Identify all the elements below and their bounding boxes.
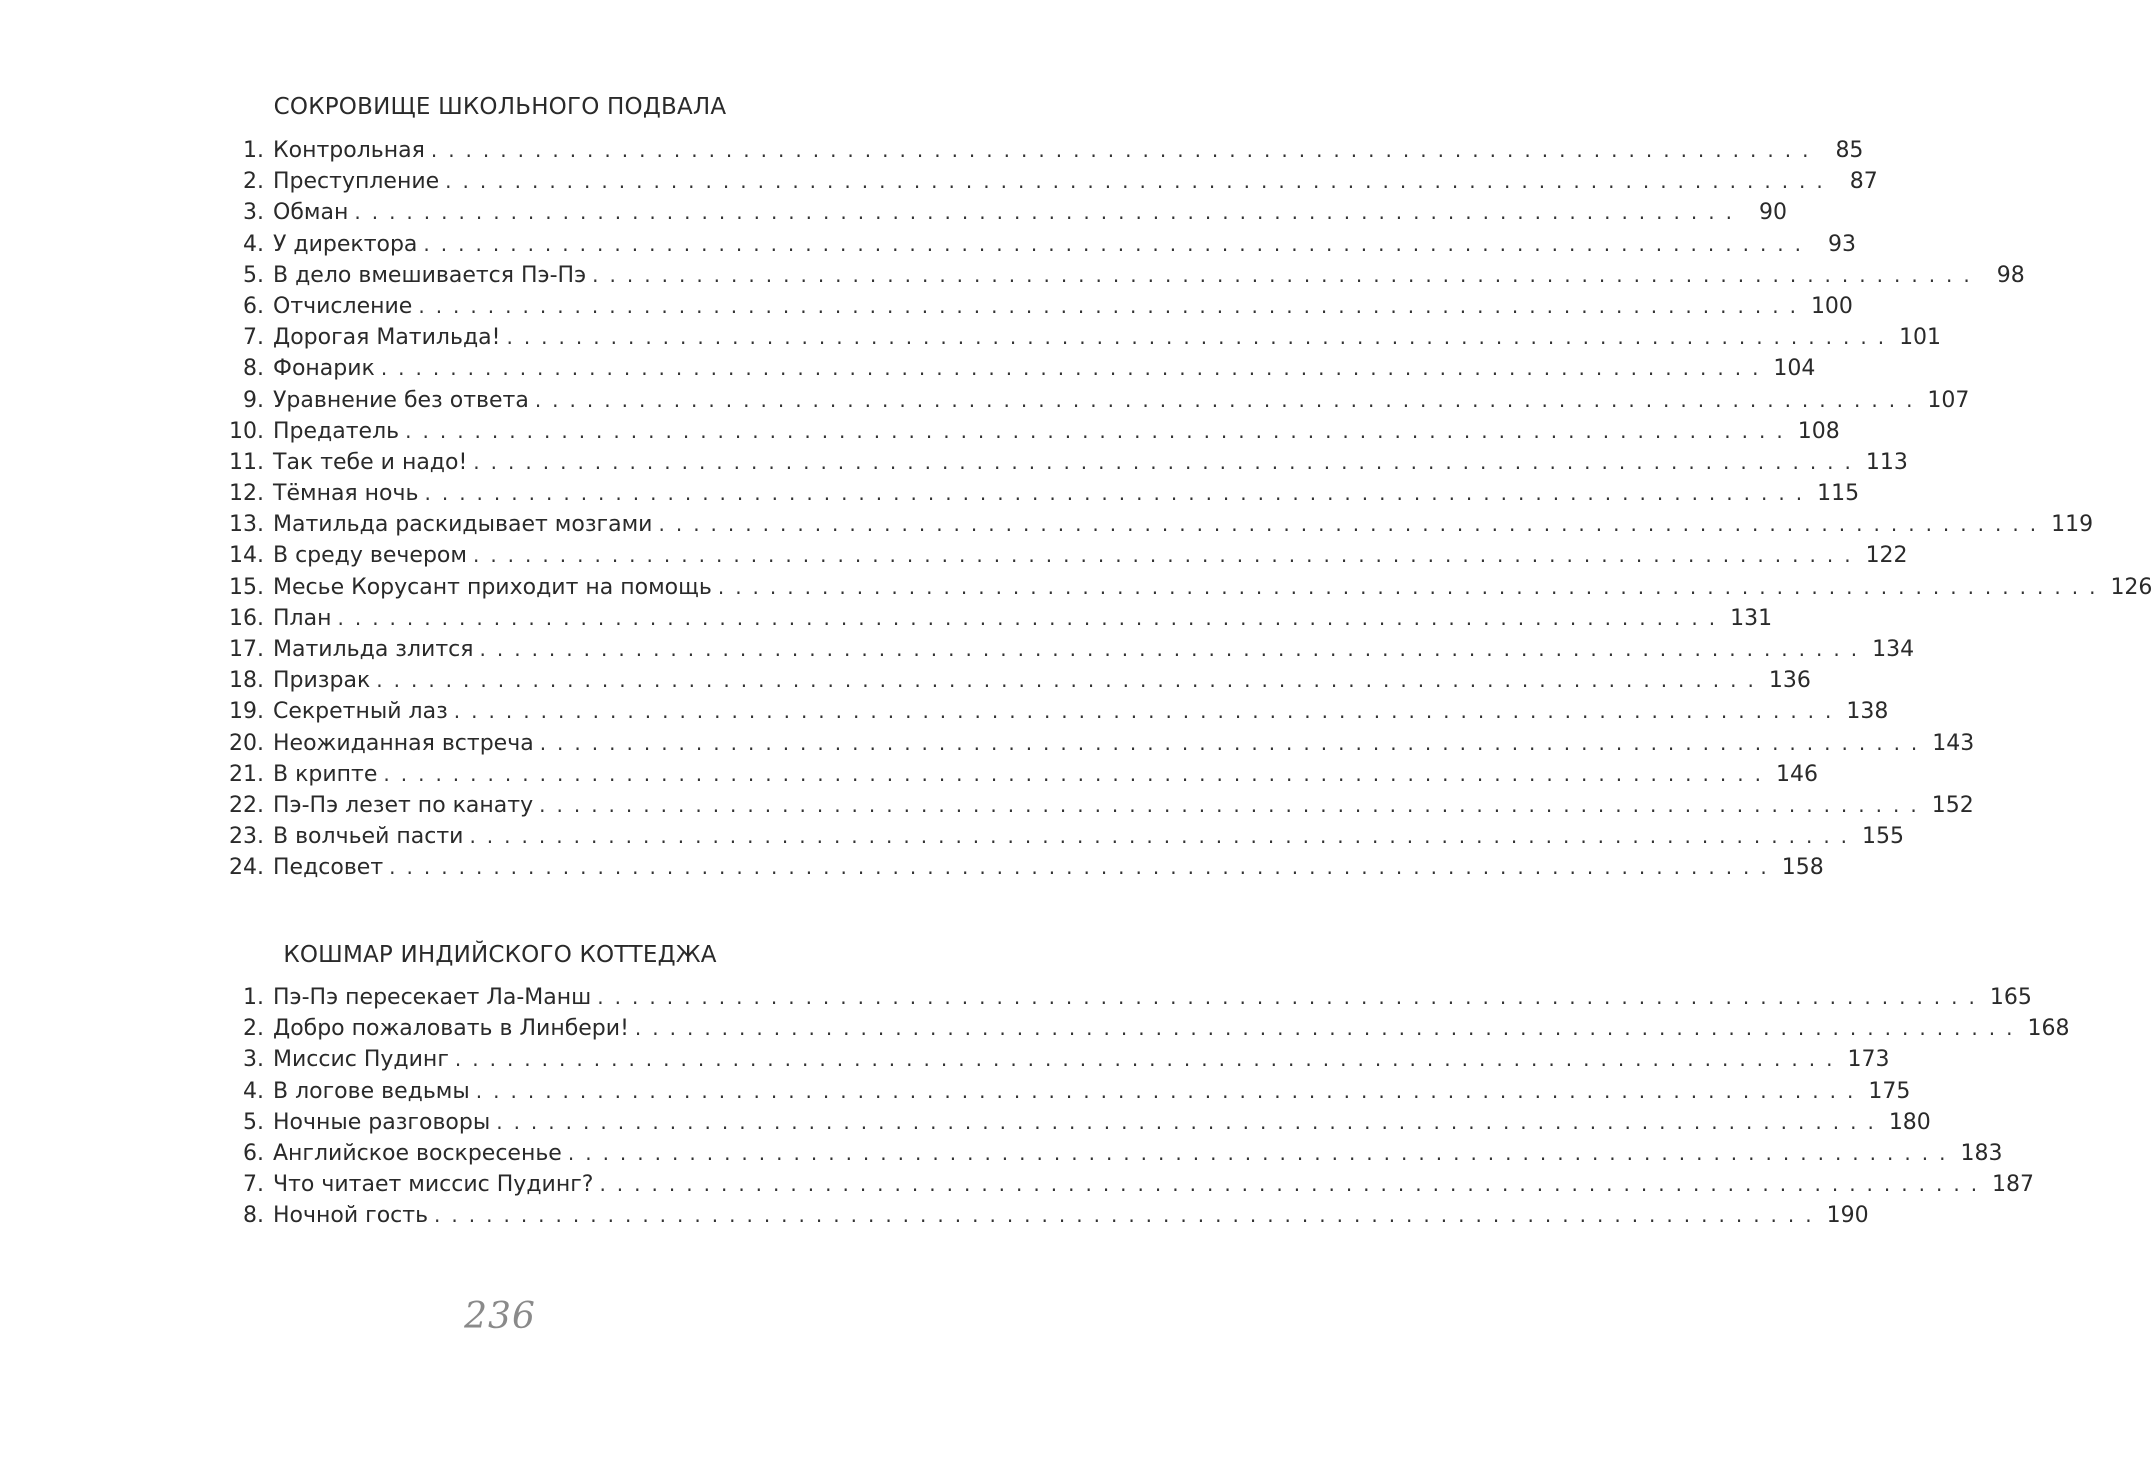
dot-leader: ................................................................................ [337,605,1727,630]
toc-entry [220,637,1915,668]
dot-leader: ................................................................................ [496,1109,1885,1134]
toc-entry-number: 16. [229,605,264,631]
dot-leader: ................................................................................ [473,449,1862,474]
toc-entry-page: 122 [1862,543,1908,568]
toc-entry-page: 165 [1986,985,2032,1010]
toc-entry [220,169,1878,200]
toc-entry-title: Добро пожаловать в Линбери! [264,1016,635,1041]
toc-entry-title: Матильда злится [264,637,480,662]
dot-leader: ................................................................................ [469,824,1859,849]
toc-entry-number: 8. [243,1203,264,1229]
toc-entry [220,512,2094,543]
toc-entry-page: 100 [1807,294,1853,319]
toc-entry [220,200,1787,231]
toc-entry-number: 3. [243,1047,264,1073]
toc-entry-number: 19. [229,699,264,725]
section-title-indian-cottage: КОШМАР ИНДИЙСКОГО КОТТЕДЖА [283,942,717,968]
toc-entry-number: 4. [243,231,264,257]
toc-entry-page: 98 [1981,263,2025,288]
dot-leader: ................................................................................ [424,481,1814,506]
toc-entry-title: Уравнение без ответа [264,388,535,413]
toc-entry-number: 2. [243,169,264,195]
toc-entry-title: Месье Корусант приходит на помощь [264,575,718,600]
toc-entry [220,293,1853,325]
toc-entry [220,985,2032,1016]
section-title-school-basement: СОКРОВИЩЕ ШКОЛЬНОГО ПОДВАЛА [273,94,727,120]
toc-entry-number: 13. [229,512,264,538]
toc-entry-page: 158 [1778,855,1824,880]
dot-leader: ................................................................................ [592,262,1981,287]
toc-entry-title: В среду вечером [264,543,473,568]
toc-entry-number: 6. [243,1140,264,1166]
toc-entry-number: 2. [243,1016,264,1042]
toc-entry-title: Предатель [264,419,405,444]
toc-entry-title: В дело вмешивается Пэ-Пэ [264,263,592,288]
toc-entry-page: 180 [1885,1110,1931,1135]
toc-entry-page: 143 [1928,731,1974,756]
toc-entry-page: 138 [1842,699,1888,724]
toc-entry-page: 183 [1956,1141,2002,1166]
toc-entry-number: 11. [229,449,264,475]
dot-leader: ................................................................................ [534,387,1924,412]
dot-leader: ................................................................................ [567,1140,1957,1165]
dot-leader: ................................................................................ [454,1047,1844,1072]
toc-entry-page: 168 [2023,1016,2069,1041]
toc-entry-number: 20. [229,730,264,756]
dot-leader: ................................................................................ [445,169,1834,194]
dot-leader: ................................................................................ [599,1172,1989,1197]
dot-leader: ................................................................................ [383,761,1772,786]
toc-entry-page: 175 [1864,1079,1910,1104]
toc-entry [220,356,1816,387]
toc-entry-title: Фонарик [264,356,381,381]
toc-entry [220,730,1975,762]
toc-entry-number: 21. [229,761,264,787]
toc-entry-page: 90 [1743,200,1787,225]
toc-entry-number: 9. [243,387,264,413]
toc-entry-page: 85 [1819,138,1863,163]
dot-leader: ................................................................................ [453,699,1843,724]
toc-entry-title: Что читает миссис Пудинг? [264,1172,599,1197]
toc-entry [220,824,1905,855]
toc-entry-page: 119 [2047,512,2093,537]
toc-entry-number: 4. [243,1078,264,1104]
toc-entry [220,1078,1911,1110]
toc-entry [220,1203,1869,1234]
toc-entry [220,1016,2070,1047]
toc-entry-title: Обман [264,200,354,225]
toc-entry-title: В логове ведьмы [264,1079,476,1104]
toc-entry-page: 146 [1772,762,1818,787]
dot-leader: ................................................................................ [405,418,1794,443]
toc-entry [220,481,1860,512]
toc-entry [220,699,1889,730]
toc-entry-number: 15. [229,574,264,600]
toc-list-school-basement [220,138,2152,887]
toc-entry [220,855,1824,886]
toc-entry-title: Отчисление [264,294,418,319]
toc-entry-title: Преступление [264,169,445,194]
toc-entry-title: Пэ-Пэ пересекает Ла-Манш [264,985,597,1010]
toc-list-indian-cottage [220,985,2070,1235]
toc-entry [220,668,1811,699]
toc-entry-page: 104 [1769,356,1815,381]
dot-leader: ................................................................................ [475,1078,1865,1103]
toc-entry-page: 93 [1812,232,1856,257]
toc-entry [220,1172,2035,1203]
toc-entry [220,1140,2003,1172]
toc-entry-number: 7. [243,1172,264,1198]
toc-entry-number: 7. [243,325,264,351]
dot-leader: ................................................................................ [539,792,1928,817]
toc-entry-title: Контрольная [264,138,431,163]
toc-entry-title: План [264,606,337,631]
toc-entry-page: 190 [1823,1203,1869,1228]
dot-leader: ................................................................................ [658,512,2048,537]
toc-entry-title: Педсовет [264,855,389,880]
toc-entry [220,605,1773,637]
toc-entry-number: 3. [243,200,264,226]
toc-entry-title: Так тебе и надо! [264,450,473,475]
toc-entry-page: 107 [1923,388,1969,413]
toc-entry-title: Матильда раскидывает мозгами [264,512,658,537]
dot-leader: ................................................................................ [389,855,1778,880]
toc-entry-number: 12. [229,481,264,507]
toc-entry-number: 17. [229,637,264,662]
toc-entry-number: 5. [243,1109,264,1135]
toc-entry-page: 136 [1765,668,1811,693]
toc-entry [220,231,1857,263]
dot-leader: ................................................................................ [506,325,1896,350]
toc-entry-page: 134 [1868,637,1914,662]
toc-entry-title: Ночные разговоры [264,1110,496,1135]
dot-leader: ................................................................................ [430,138,1820,162]
toc-entry-title: Секретный лаз [264,699,454,724]
toc-entry-page: 155 [1858,824,1904,849]
toc-entry-title: Призрак [264,668,376,693]
toc-entry-number: 6. [243,293,264,319]
toc-entry [220,449,1908,481]
toc-entry-page: 115 [1813,481,1859,506]
toc-entry-page: 187 [1988,1172,2034,1197]
toc-entry-page: 126 [2106,575,2152,600]
toc-entry [220,543,1908,574]
dot-leader: ................................................................................ [354,200,1743,225]
toc-entry [220,387,1970,419]
toc-entry [220,761,1818,793]
toc-entry [220,262,2025,294]
toc-entry [220,1109,1931,1141]
toc-entry [220,138,1864,169]
page-number: 236 [464,1296,536,1337]
toc-entry-number: 5. [243,262,264,288]
toc-entry-title: В крипте [264,762,383,787]
toc-entry [220,1047,1890,1078]
toc-entry-number: 23. [229,824,264,850]
toc-entry-number: 1. [243,985,264,1010]
toc-entry-number: 18. [229,668,264,694]
toc-entry-page: 152 [1928,793,1974,818]
dot-leader: ................................................................................ [717,574,2107,599]
dot-leader: ................................................................................ [479,637,1869,661]
toc-entry-title: Тёмная ночь [264,481,424,506]
toc-entry-page: 101 [1895,325,1941,350]
dot-leader: ................................................................................ [597,985,1986,1009]
toc-entry [220,325,1942,356]
toc-entry-number: 22. [229,792,264,818]
toc-entry [220,792,1974,824]
toc-entry-title: Миссис Пудинг [264,1047,455,1072]
toc-entry-page: 131 [1726,606,1772,631]
dot-leader: ................................................................................ [434,1203,1823,1228]
toc-entry-page: 113 [1862,450,1908,475]
dot-leader: ................................................................................ [472,543,1862,568]
toc-entry [220,418,1840,450]
toc-entry-title: Ночной гость [264,1203,434,1228]
toc-entry-title: Дорогая Матильда! [264,325,506,350]
toc-entry-title: Английское воскресенье [264,1141,568,1166]
toc-entry [220,574,2152,606]
dot-leader: ................................................................................ [376,668,1765,693]
toc-entry-number: 24. [229,855,264,881]
toc-entry-title: В волчьей пасти [264,824,469,849]
toc-entry-title: Пэ-Пэ лезет по канату [264,793,539,818]
dot-leader: ................................................................................ [380,356,1770,381]
toc-entry-number: 8. [243,356,264,382]
toc-entry-number: 14. [229,543,264,569]
toc-entry-page: 173 [1843,1047,1889,1072]
dot-leader: ................................................................................ [634,1016,2024,1041]
dot-leader: ................................................................................ [539,730,1929,755]
toc-entry-page: 87 [1834,169,1878,194]
toc-entry-page: 108 [1794,419,1840,444]
toc-entry-number: 10. [229,418,264,444]
toc-entry-number: 1. [243,138,264,163]
dot-leader: ................................................................................ [418,293,1807,318]
toc-entry-title: Неожиданная встреча [264,731,540,756]
dot-leader: ................................................................................ [423,231,1813,256]
toc-entry-title: У директора [264,232,423,257]
